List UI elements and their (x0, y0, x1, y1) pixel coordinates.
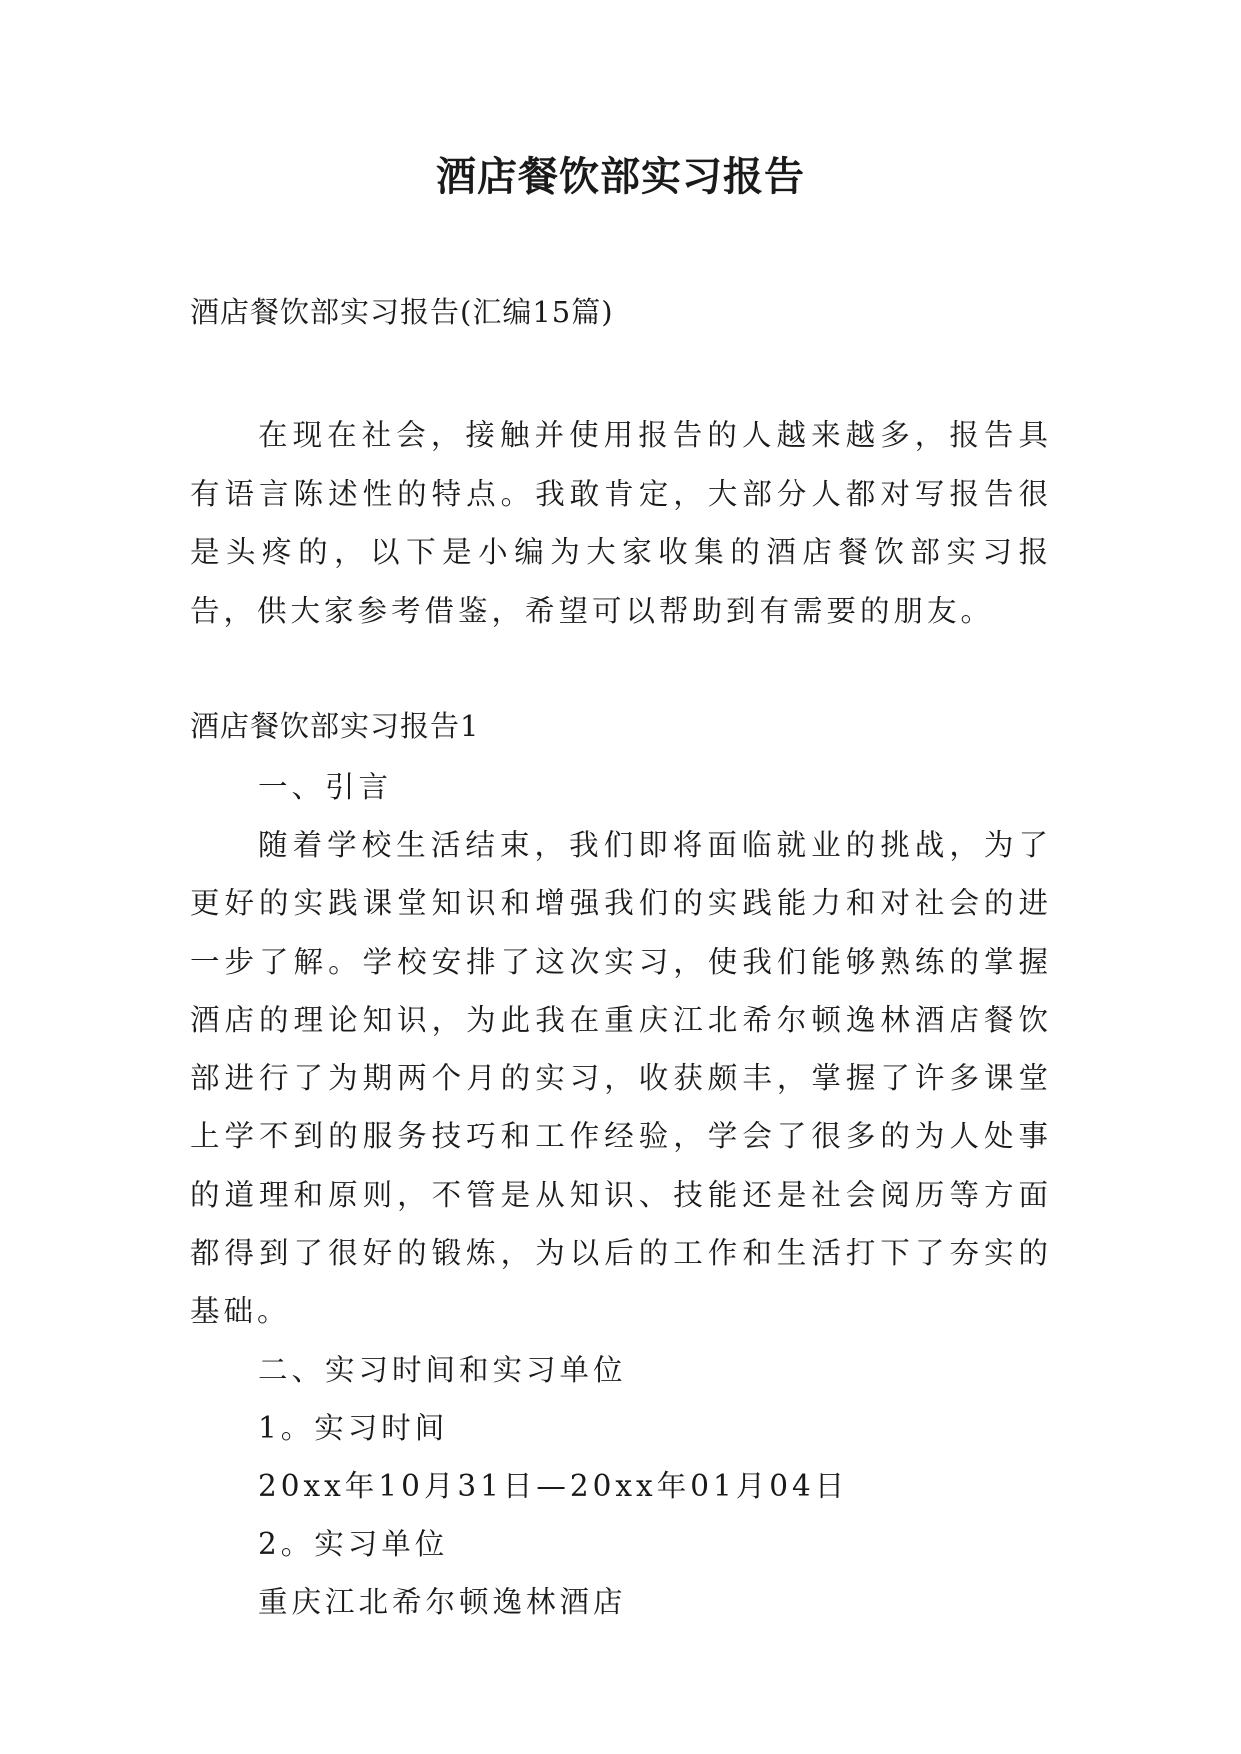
intro-paragraph: 在现在社会，接触并使用报告的人越来越多，报告具有语言陈述性的特点。我敢肯定，大部分人都对写报告很是头疼的，以下是小编为大家收集的酒店餐饮部实习报告，供大家参考借鉴，希望可以帮助到有需要的朋友。 (190, 418, 1052, 628)
part1-paragraph: 随着学校生活结束，我们即将面临就业的挑战，为了更好的实践课堂知识和增强我们的实践能力和对社会的进一步了解。学校安排了这次实习，使我们能够熟练的掌握酒店的理论知识，为此我在重庆江北希尔顿逸林酒店餐饮部进行了为期两个月的实习，收获颇丰，掌握了许多课堂上学不到的服务技巧和工作经验，学会了很多的为人处事的道理和原则，不管是从知识、技能还是社会阅历等方面都得到了很好的锻炼，为以后的工作和生活打下了夯实的基础。 (190, 828, 1052, 1329)
document-subtitle: 酒店餐饮部实习报告(汇编15篇) (190, 295, 614, 329)
item1-value: 20xx年10月31日—20xx年01月04日 (258, 1468, 849, 1503)
item2-value: 重庆江北希尔顿逸林酒店 (258, 1584, 627, 1619)
part2-heading: 二、实习时间和实习单位 (258, 1352, 627, 1387)
section-body (190, 758, 1052, 1631)
document-title: 酒店餐饮部实习报告 (436, 153, 805, 200)
item2-label: 2。实习单位 (258, 1526, 449, 1561)
section-heading: 酒店餐饮部实习报告1 (190, 709, 480, 743)
part1-heading: 一、引言 (258, 770, 393, 804)
item1-label: 1。实习时间 (258, 1410, 449, 1445)
